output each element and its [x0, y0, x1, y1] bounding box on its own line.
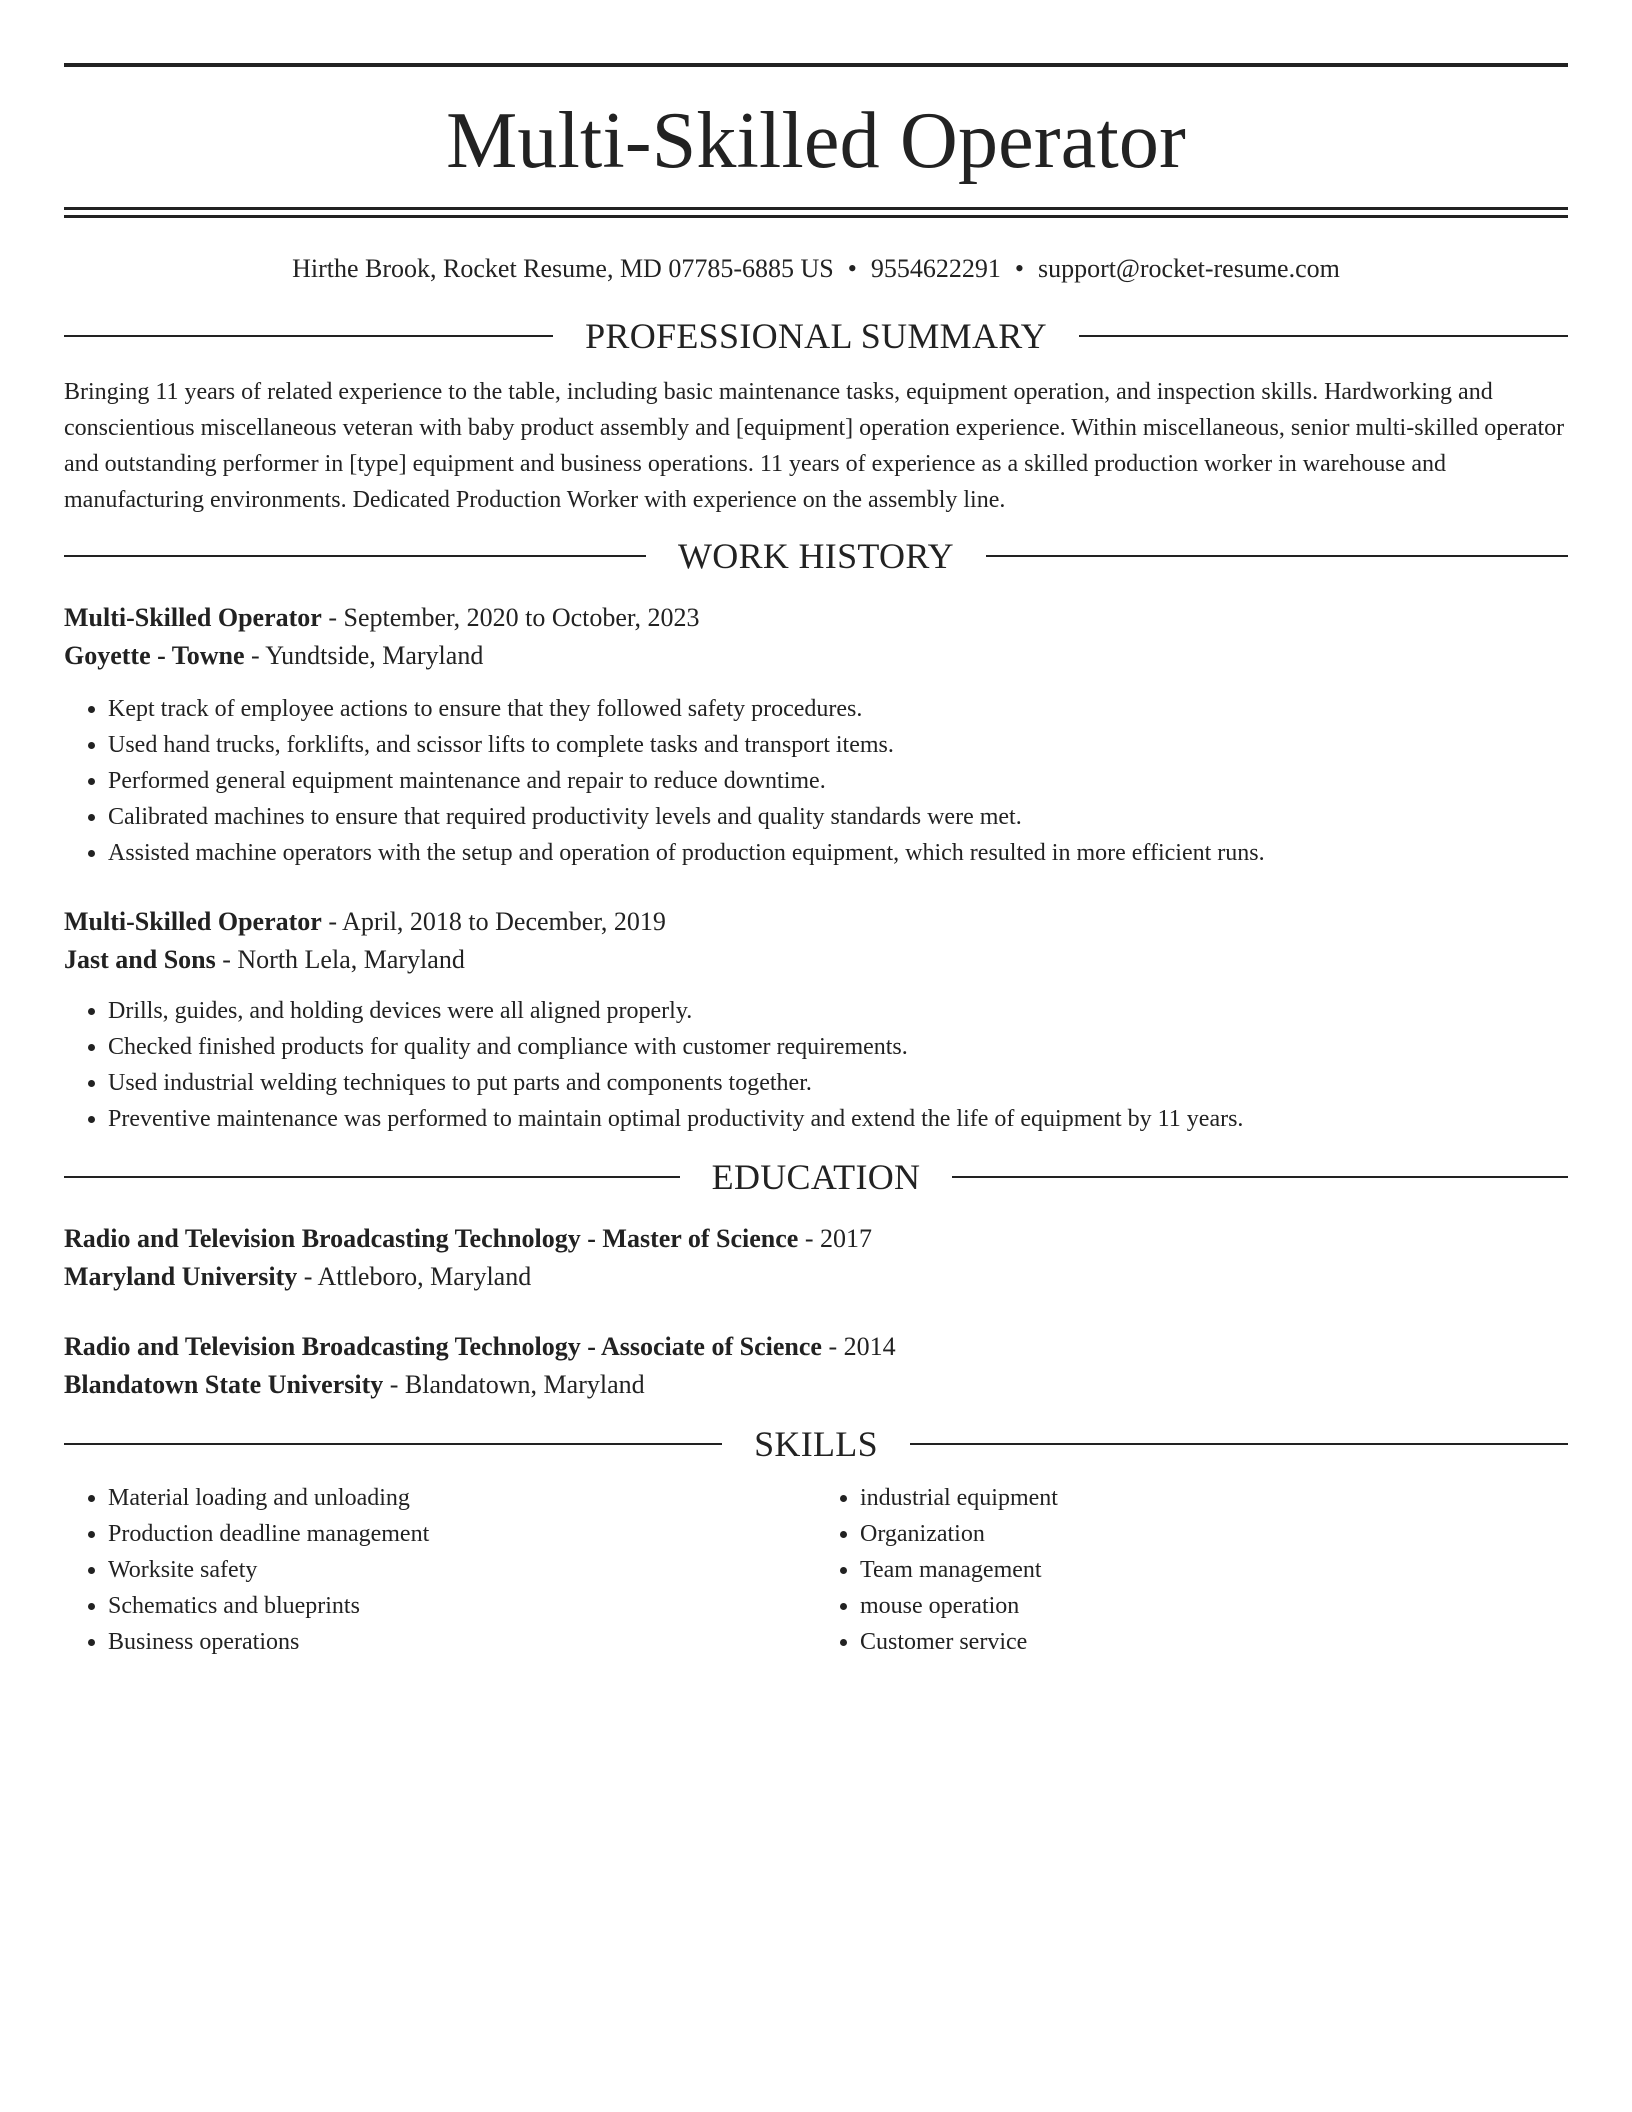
- job-company: Jast and Sons: [64, 945, 216, 974]
- contact-separator: •: [847, 254, 857, 283]
- school-line: [64, 1258, 1568, 1296]
- summary-text: Bringing 11 years of related experience to the table, including basic maintenance tasks, equipment operation, and inspection skills. Hardworking and conscientious miscellaneous veteran with baby product assembly and [equipment] operation experience. Within miscellaneous, senior multi-skilled operator and outstanding performer in [type] equipment and business operations. 11 years of experience as a skilled production worker in warehouse and manufacturing environments. Dedicated Production Worker with experience on the assembly line.: [64, 379, 1565, 513]
- summary-heading: PROFESSIONAL SUMMARY: [585, 316, 1047, 356]
- section-rule: [64, 1176, 680, 1178]
- skill-item: • Business operations: [108, 1624, 816, 1660]
- skills-list-right: [816, 1480, 1568, 1660]
- contact-address: Hirthe Brook, Rocket Resume, MD 07785-6885 US: [292, 254, 834, 283]
- job-bullet: • Kept track of employee actions to ensure that they followed safety procedures.: [108, 691, 1568, 727]
- degree-line: [64, 1328, 1568, 1366]
- job-bullets: [64, 993, 1568, 1137]
- job-title-line: [64, 903, 1568, 941]
- job-bullet: • Used hand trucks, forklifts, and scissor lifts to complete tasks and transport items.: [108, 727, 1568, 763]
- job-bullet: • Preventive maintenance was performed to maintain optimal productivity and extend the life of equipment by 11 years.: [108, 1101, 1568, 1137]
- job-entry: [64, 903, 1568, 1137]
- education-section-header: [64, 1159, 1568, 1195]
- job-bullets: [64, 691, 1568, 871]
- job-dates: - September, 2020 to October, 2023: [321, 603, 700, 632]
- job-dates: - April, 2018 to December, 2019: [321, 907, 666, 936]
- page-title: Multi-Skilled Operator: [446, 97, 1186, 185]
- job-entry: [64, 599, 1568, 871]
- school-name: Blandatown State University: [64, 1370, 384, 1399]
- skill-item: • mouse operation: [860, 1588, 1568, 1624]
- job-bullet: • Performed general equipment maintenance and repair to reduce downtime.: [108, 763, 1568, 799]
- skills-list-left: [64, 1480, 816, 1660]
- job-title: Multi-Skilled Operator: [64, 603, 322, 632]
- school-name: Maryland University: [64, 1262, 298, 1291]
- job-company: Goyette - Towne: [64, 641, 245, 670]
- title-double-rule: [64, 207, 1568, 218]
- skill-item: • Organization: [860, 1516, 1568, 1552]
- skills-columns: [64, 1480, 1568, 1660]
- skills-heading: SKILLS: [754, 1424, 878, 1464]
- job-bullet: • Used industrial welding techniques to put parts and components together.: [108, 1065, 1568, 1101]
- skill-item: • Schematics and blueprints: [108, 1588, 816, 1624]
- education-entry: [64, 1328, 1568, 1404]
- education-heading: EDUCATION: [711, 1157, 921, 1197]
- job-title-line: [64, 599, 1568, 637]
- section-rule: [64, 335, 553, 337]
- work-heading: WORK HISTORY: [678, 536, 954, 576]
- section-rule: [986, 555, 1568, 557]
- school-location: - Attleboro, Maryland: [297, 1262, 532, 1291]
- section-rule: [64, 555, 646, 557]
- school-line: [64, 1366, 1568, 1404]
- skill-item: • Customer service: [860, 1624, 1568, 1660]
- contact-email: support@rocket-resume.com: [1037, 254, 1340, 283]
- job-location: - Yundtside, Maryland: [244, 641, 484, 670]
- skill-item: • Material loading and unloading: [108, 1480, 816, 1516]
- skill-item: • industrial equipment: [860, 1480, 1568, 1516]
- section-rule: [1079, 335, 1568, 337]
- degree-year: - 2014: [821, 1332, 896, 1361]
- degree-name: Radio and Television Broadcasting Technology - Associate of Science: [64, 1332, 822, 1361]
- summary-section-header: [64, 318, 1568, 354]
- job-bullet: • Assisted machine operators with the setup and operation of production equipment, which resulted in more efficient runs.: [108, 835, 1568, 871]
- skills-section-header: [64, 1426, 1568, 1462]
- section-rule: [952, 1176, 1568, 1178]
- job-title: Multi-Skilled Operator: [64, 907, 322, 936]
- work-section-header: [64, 538, 1568, 574]
- contact-line: [64, 256, 1568, 282]
- skill-item: • Team management: [860, 1552, 1568, 1588]
- degree-line: [64, 1220, 1568, 1258]
- skill-item: • Production deadline management: [108, 1516, 816, 1552]
- job-company-line: [64, 637, 1568, 675]
- skill-item: • Worksite safety: [108, 1552, 816, 1588]
- job-location: - North Lela, Maryland: [215, 945, 465, 974]
- job-bullet: • Checked finished products for quality and compliance with customer requirements.: [108, 1029, 1568, 1065]
- job-bullet: • Calibrated machines to ensure that required productivity levels and quality standards were met.: [108, 799, 1568, 835]
- school-location: - Blandatown, Maryland: [383, 1370, 645, 1399]
- section-rule: [910, 1443, 1568, 1445]
- title-top-rule: [64, 63, 1568, 67]
- section-rule: [64, 1443, 722, 1445]
- education-entry: [64, 1220, 1568, 1296]
- contact-phone: 9554622291: [870, 254, 1001, 283]
- contact-separator: •: [1014, 254, 1024, 283]
- degree-year: - 2017: [798, 1224, 872, 1253]
- degree-name: Radio and Television Broadcasting Technology - Master of Science: [64, 1224, 799, 1253]
- job-company-line: [64, 941, 1568, 979]
- job-bullet: • Drills, guides, and holding devices were all aligned properly.: [108, 993, 1568, 1029]
